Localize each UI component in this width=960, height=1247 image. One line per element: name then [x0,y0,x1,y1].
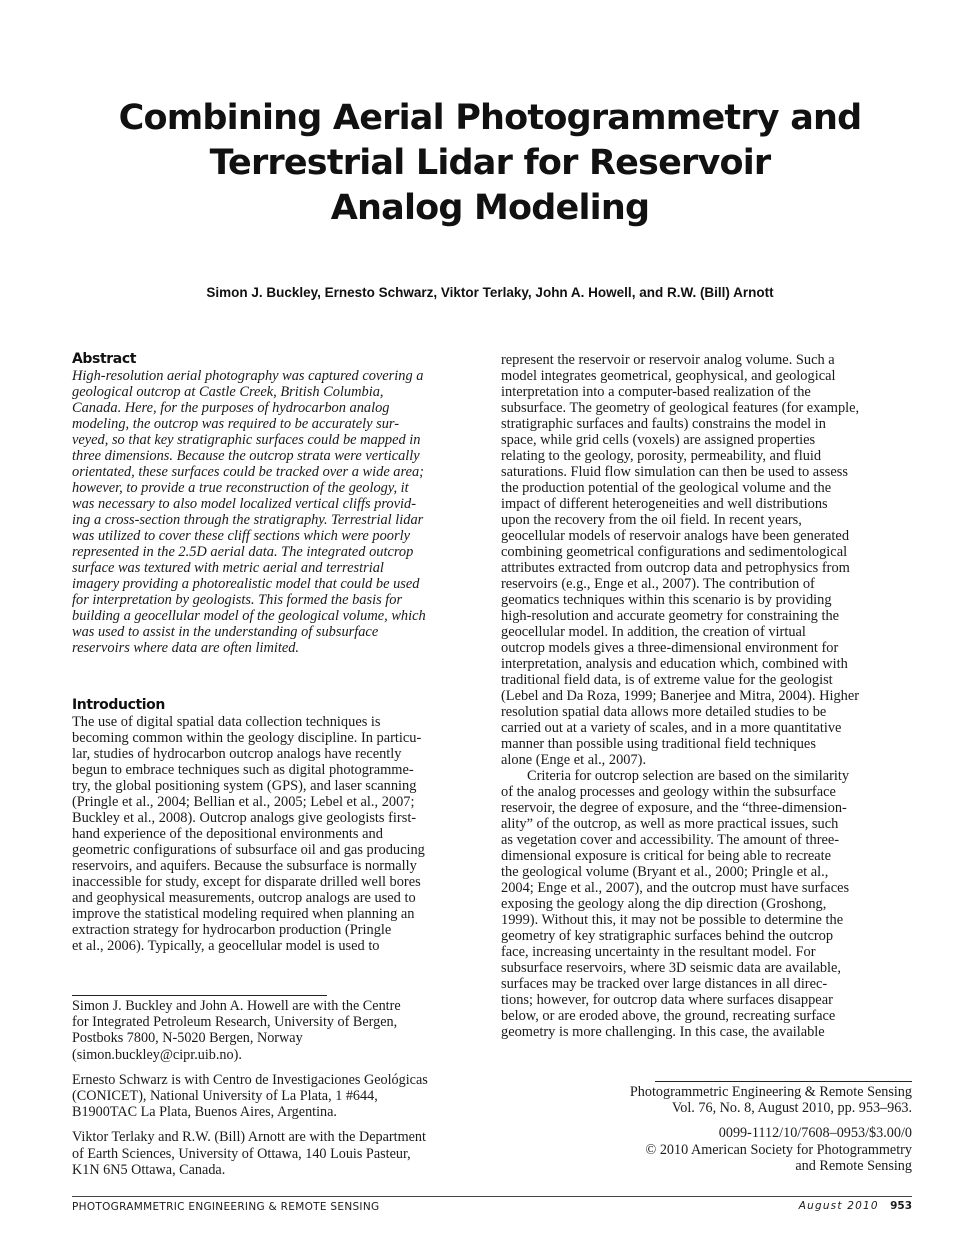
footer-divider [72,1196,912,1197]
body-line: Criteria for outcrop selection are based on the similarity [527,768,850,784]
body-line: as vegetation cover and accessibility. The amount of three- [501,832,840,848]
abstract-line: surface was textured with metric aerial and terrestrial [72,560,384,576]
introduction-line: The use of digital spatial data collection techniques is [72,714,381,730]
footnote-entry [72,1072,492,1121]
footnote-line: Viktor Terlaky and R.W. (Bill) Arnott are with the Department [72,1129,426,1146]
issue-date: August 2010 [798,1200,879,1212]
body-line: geometry of key stratigraphic surfaces behind the outcrop [501,928,834,944]
footnote-line: of Earth Sciences, University of Ottawa, 140 Louis Pasteur, [72,1145,411,1162]
body-line: upon the recovery from the oil field. In recent years, [501,512,802,528]
left-column [72,350,484,954]
footnote-line: Simon J. Buckley and John A. Howell are with the Centre [72,998,401,1014]
introduction-heading: Introduction [72,697,165,713]
abstract-line: building a geocellular model of the geological volume, which [72,608,426,624]
introduction-line: and geophysical measurements, outcrop analogs are used to [72,890,416,906]
author-list: Simon J. Buckley, Ernesto Schwarz, Viktor Terlaky, John A. Howell, and R.W. (Bill) Arnott [206,285,774,300]
abstract-line: however, to provide a true reconstruction of the geology, it [72,480,409,496]
title-line: Analog Modeling [330,188,650,228]
body-line: high-resolution and accurate geometry for constraining the [501,608,840,624]
journal-info-line: © 2010 American Society for Photogrammetry [645,1141,912,1158]
abstract-line: was used to assist in the understanding of subsurface [72,624,379,640]
journal-info-divider [655,1081,912,1082]
body-line: of the analog processes and geology within the subsurface [501,784,836,800]
body-line: exposing the geology along the dip direction (Groshong, [501,896,827,912]
footnote-line: (simon.buckley@cipr.uib.no). [72,1046,242,1063]
body-paragraph [501,352,912,768]
body-line: face, increasing uncertainty in the resultant model. For [501,944,816,960]
footnote-line: (CONICET), National University of La Plata, 1 #644, [72,1088,378,1105]
abstract-line: was utilized to cover these cliff sections which were poorly [72,528,410,544]
body-line: resolution spatial data allows more detailed studies to be [501,704,827,720]
abstract-line: for interpretation by geologists. This formed the basis for [72,592,403,608]
abstract-line: Canada. Here, for the purposes of hydrocarbon analog [72,400,390,416]
abstract-line: reservoirs where data are often limited. [72,640,300,656]
author-affiliations [72,998,492,1187]
body-line: reservoir, the degree of exposure, and the “three-dimension- [501,800,847,816]
introduction-text [72,714,484,954]
journal-info-line: 0099-1112/10/7608–0953/$3.00/0 [718,1125,912,1142]
body-line: the production potential of the geological volume and the [501,480,832,496]
introduction-line: becoming common within the geology discipline. In particu- [72,730,422,746]
body-line: geocellular models of reservoir analogs have been generated [501,528,850,544]
footnote-line: for Integrated Petroleum Research, University of Bergen, [72,1014,398,1031]
journal-info-line: Vol. 76, No. 8, August 2010, pp. 953–963. [671,1100,912,1117]
body-line: geometry is more challenging. In this case, the available [501,1024,825,1040]
body-line: manner than possible using traditional field techniques [501,736,816,752]
body-line: space, while grid cells (voxels) are assigned properties [501,432,816,448]
body-line: (Lebel and Da Roza, 1999; Banerjee and Mitra, 2004). Higher [501,688,860,704]
introduction-line: reservoirs, and aquifers. Because the subsurface is normally [72,858,417,874]
abstract-text [72,368,484,656]
introduction-line: inaccessible for study, except for disparate drilled well bores [72,874,421,890]
journal-info-line: and Remote Sensing [795,1157,912,1174]
body-line: 2004; Enge et al., 2007), and the outcrop must have surfaces [501,880,850,896]
footnote-line: B1900TAC La Plata, Buenos Aires, Argentina. [72,1104,337,1121]
body-line: subsurface reservoirs, where 3D seismic data are available, [501,960,842,976]
journal-info-entry [520,1084,912,1116]
body-line: traditional field data, is of extreme value for the geologist [501,672,833,688]
body-line: geocellular model. In addition, the creation of virtual [501,624,806,640]
introduction-line: (Pringle et al., 2004; Bellian et al., 2005; Lebel et al., 2007; [72,794,415,810]
abstract-line: veyed, so that key stratigraphic surfaces could be mapped in [72,432,421,448]
body-line: relating to the geology, porosity, permeability, and fluid [501,448,822,464]
body-line: tions; however, for outcrop data where surfaces disappear [501,992,833,1008]
introduction-line: extraction strategy for hydrocarbon production (Pringle [72,922,392,938]
body-paragraph [501,768,912,1040]
body-line: model integrates geometrical, geophysical, and geological [501,368,836,384]
title-line: Combining Aerial Photogrammetry and [118,98,862,138]
body-line: saturations. Fluid flow simulation can then be used to assess [501,464,848,480]
introduction-line: improve the statistical modeling required when planning an [72,906,415,922]
abstract-line: geological outcrop at Castle Creek, British Columbia, [72,384,384,400]
body-line: alone (Enge et al., 2007). [501,752,647,768]
abstract-heading: Abstract [72,351,137,367]
body-line: outcrop models gives a three-dimensional environment for [501,640,839,656]
abstract-line: was necessary to also model localized vertical cliffs provid- [72,496,416,512]
body-line: impact of different heterogeneities and well distributions [501,496,828,512]
title-line: Terrestrial Lidar for Reservoir [209,143,771,183]
abstract-line: orientated, these surfaces could be tracked over a wide area; [72,464,424,480]
footnote-line: Postboks 7800, N-5020 Bergen, Norway [72,1030,303,1047]
footnote-line: K1N 6N5 Ottawa, Canada. [72,1161,226,1178]
abstract-line: imagery providing a photorealistic model that could be used [72,576,420,592]
abstract-line: three dimensions. Because the outcrop strata were vertically [72,448,420,464]
body-line: reservoirs (e.g., Enge et al., 2007). The contribution of [501,576,815,592]
introduction-line: try, the global positioning system (GPS), and laser scanning [72,778,417,794]
journal-info-line: Photogrammetric Engineering & Remote Sensing [629,1084,912,1100]
abstract-line: High-resolution aerial photography was captured covering a [72,368,424,384]
body-line: stratigraphic surfaces and faults) constrains the model in [501,416,826,432]
footnote-entry [72,1129,492,1178]
introduction-line: lar, studies of hydrocarbon outcrop analogs have recently [72,746,402,762]
footnote-entry [72,998,492,1063]
abstract-line: represented in the 2.5D aerial data. The integrated outcrop [72,544,414,560]
page-number: 953 [890,1200,912,1212]
running-footer-page [799,1200,912,1212]
journal-citation [520,1084,912,1183]
body-line: combining geometrical configurations and sedimentological [501,544,848,560]
body-line: geomatics techniques within this scenario is by providing [501,592,832,608]
body-line: ality” of the outcrop, as well as more practical issues, such [501,816,839,832]
introduction-line: hand experience of the depositional environments and [72,826,383,842]
body-line: interpretation into a computer-based realization of the [501,384,811,400]
introduction-line: et al., 2006). Typically, a geocellular model is used to [72,938,380,954]
right-column [501,352,912,1040]
footnote-divider [72,995,327,996]
journal-info-entry [520,1125,912,1174]
body-line: carried out at a variety of scales, and in a more quantitative [501,720,842,736]
abstract-line: modeling, the outcrop was required to be accurately sur- [72,416,400,432]
introduction-line: Buckley et al., 2008). Outcrop analogs give geologists first- [72,810,417,826]
running-footer-journal: PHOTOGRAMMETRIC ENGINEERING & REMOTE SENSING [72,1201,380,1213]
footnote-line: Ernesto Schwarz is with Centro de Investigaciones Geológicas [72,1071,428,1088]
body-line: 1999). Without this, it may not be possible to determine the [501,912,844,928]
body-line: attributes extracted from outcrop data and petrophysics from [501,560,850,576]
introduction-line: begun to embrace techniques such as digital photogramme- [72,762,414,778]
body-line: represent the reservoir or reservoir analog volume. Such a [501,352,835,368]
body-line: below, or are eroded above, the ground, recreating surface [501,1008,836,1024]
abstract-line: ing a cross-section through the stratigraphy. Terrestrial lidar [72,512,424,528]
paper-title [60,96,920,231]
introduction-line: geometric configurations of subsurface oil and gas producing [72,842,425,858]
body-line: dimensional exposure is critical for being able to recreate [501,848,832,864]
body-line: interpretation, analysis and education which, combined with [501,656,848,672]
body-line: surfaces may be tracked over large distances in all direc- [501,976,828,992]
body-line: the geological volume (Bryant et al., 2000; Pringle et al., [501,864,829,880]
body-line: subsurface. The geometry of geological features (for example, [501,400,860,416]
